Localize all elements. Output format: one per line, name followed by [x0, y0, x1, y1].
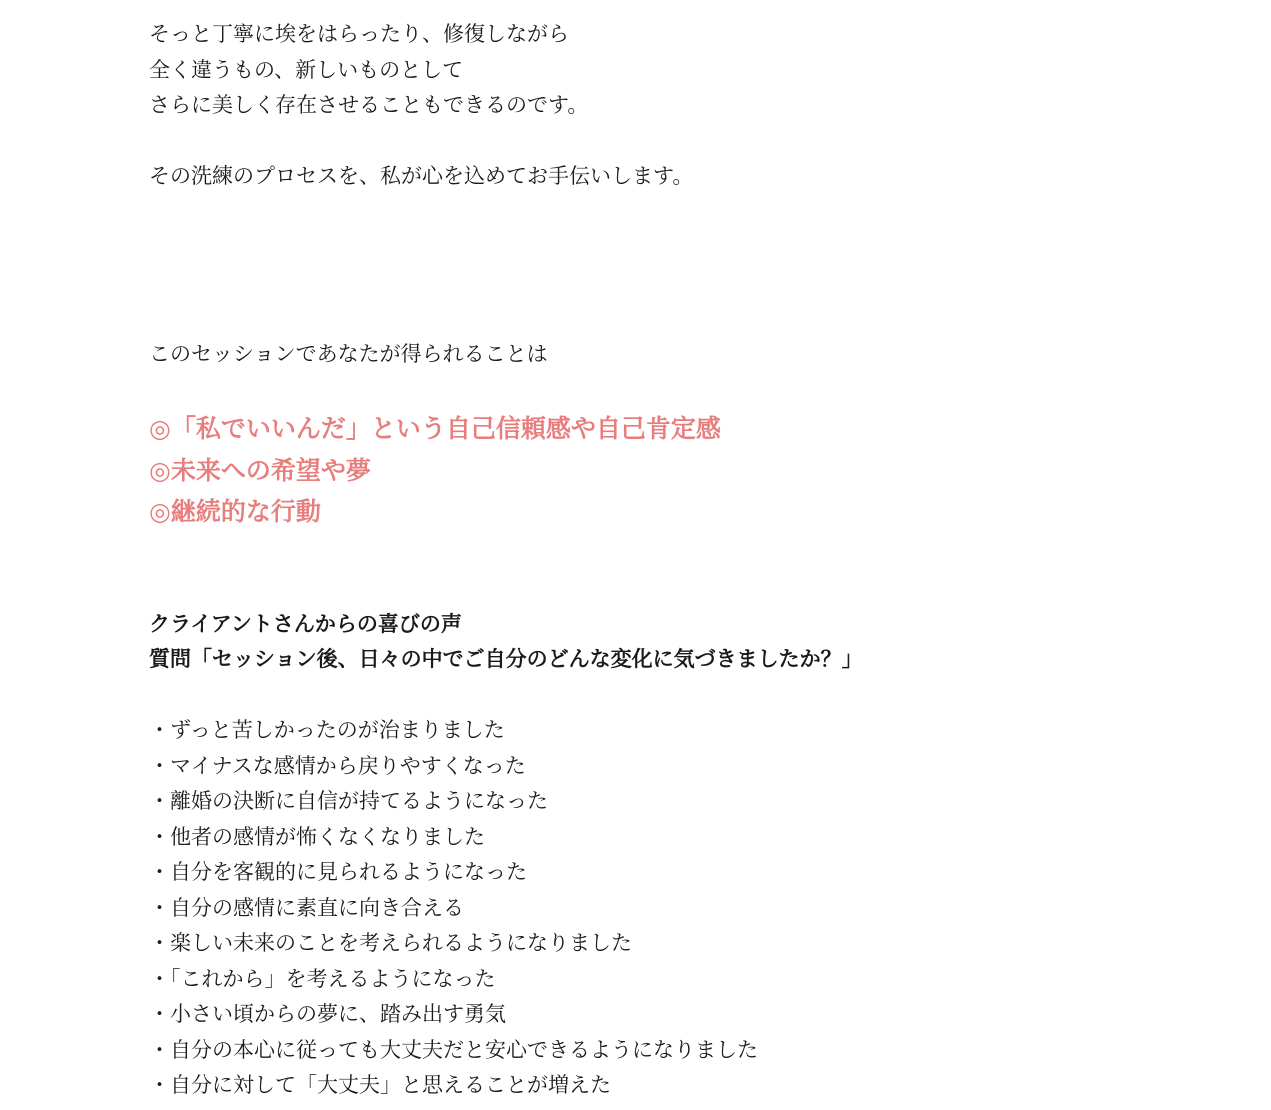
testimonial-item: ・他者の感情が怖くなくなりました [149, 824, 485, 849]
testimonial-item: ・離婚の決断に自信が持てるようになった [149, 789, 548, 813]
intro-line: そっと丁寧に埃をはらったり、修復しながら [149, 22, 569, 46]
testimonial-item: ・自分の本心に従っても大丈夫だと安心できるようになりました [149, 1037, 758, 1062]
spacer [149, 195, 1149, 337]
testimonial-item: ・マイナスな感情から戻りやすくなった [149, 753, 526, 778]
testimonials-question: 質問「セッション後、日々の中でご自分のどんな変化に気づきましたか？」 [149, 647, 863, 671]
testimonial-item: ・自分の感情に素直に向き合える [149, 895, 464, 920]
intro-line: さらに美しく存在させることもできるのです。 [149, 93, 589, 117]
benefit-item: ◎「私でいいんだ」という自己信頼感や自己肯定感 [149, 414, 721, 443]
spacer [149, 372, 1149, 408]
testimonial-item: ・自分に対して「大丈夫」と思えることが増えた [149, 1073, 611, 1097]
spacer [149, 533, 1149, 607]
benefit-item: ◎継続的な行動 [149, 497, 321, 526]
article-body [149, 17, 1149, 1104]
testimonials-heading: クライアントさんからの喜びの声 [149, 611, 462, 636]
testimonial-item: ・楽しい未来のことを考えられるようになりました [149, 931, 632, 955]
testimonial-item: ・ずっと苦しかったのが治まりました [149, 718, 505, 742]
intro-closing: その洗練のプロセスを、私が心を込めてお手伝いします。 [149, 164, 694, 188]
benefit-item: ◎未来への希望や夢 [149, 455, 371, 485]
spacer [149, 678, 1149, 714]
benefits-lead: このセッションであなたが得られることは [149, 341, 548, 366]
testimonial-item: ・「これから」を考えるようになった [149, 966, 496, 991]
testimonial-item: ・自分を客観的に見られるようになった [149, 860, 527, 884]
intro-line: 全く違うもの、新しいものとして [149, 57, 464, 82]
spacer [149, 124, 1149, 160]
testimonial-item: ・小さい頃からの夢に、踏み出す勇気 [149, 1002, 506, 1026]
